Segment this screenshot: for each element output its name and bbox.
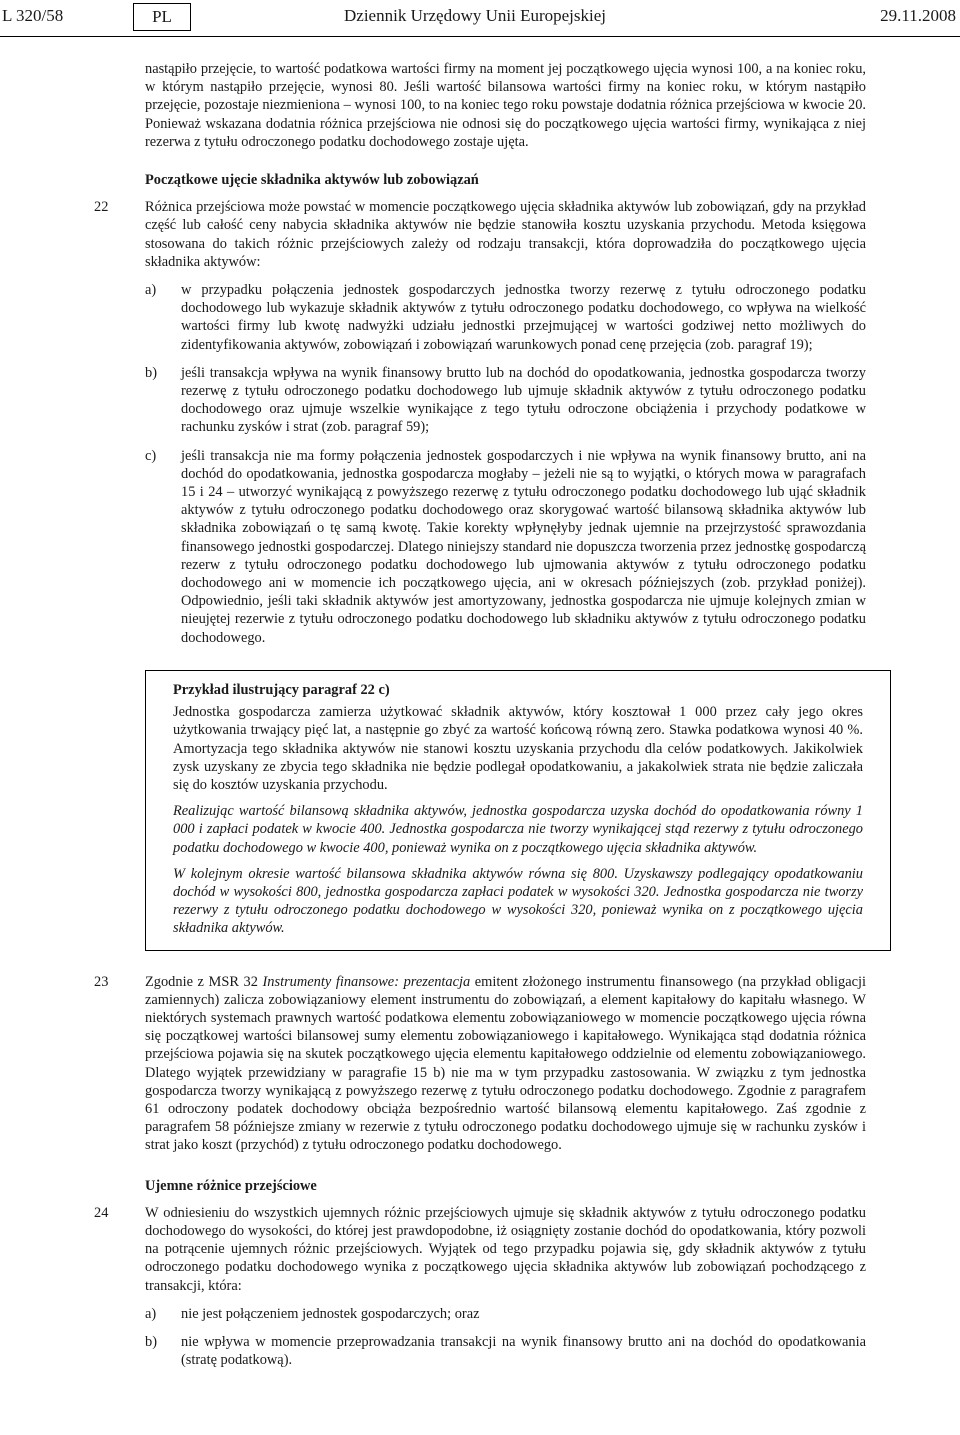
list-item-label: b) [145, 364, 157, 381]
list-item-a [145, 281, 866, 354]
document-body [94, 60, 866, 1369]
publication-date: 29.11.2008 [880, 6, 956, 25]
paragraph-text-start: Zgodnie z MSR 32 [145, 973, 263, 990]
list-item-text: nie jest połączeniem jednostek gospodarczych; oraz [181, 1305, 480, 1322]
list-item-text: w przypadku połączenia jednostek gospodarczych jednostka tworzy rezerwę z tytułu odroczonego podatku dochodowego lub wykazuje składnik aktywów z tytułu odroczonego podatku dochodowego, co wpływa na wielkość wartości firmy lub kwotę nadwyżki udziału jednostki przejmującej w wartości godziwej netto możliwych do zidentyfikowania aktywów, zobowiązań i zobowiązań warunkowych ponad cenę przejęcia (zob. paragraf 19); [181, 282, 866, 353]
paragraph-text: Różnica przejściowa może powstać w momencie początkowego ujęcia składnika aktywów lub zobowiązań, gdy na przykład część lub całość ceny nabycia składnika aktywów nie będzie stanowiła kosztu uzyskania przychodu. Metoda księgowa stosowana do takich różnic przejściowych zależy od rodzaju transakcji, która doprowadziła do początkowego ujęcia składnika aktywów: [145, 199, 866, 270]
paragraph-text: W odniesieniu do wszystkich ujemnych różnic przejściowych ujmuje się składnik aktywów z tytułu odroczonego podatku dochodowego do wysokości, do której jest prawdopodobne, iż osiągnięty zostanie dochód do opodatkowania, który pozwoli na potrącenie ujemnych różnic przejściowych. Wyjątek od tego przypadku pojawia się, gdy składnik aktywów z tytułu odroczonego podatku dochodowego wynika z początkowego ujęcia składnika aktywów lub zobowiązań pochodzącego z transakcji, która: [145, 1204, 866, 1294]
list-item-b [145, 364, 866, 437]
page-reference: L 320/58 [2, 6, 64, 25]
section-heading-deductible-differences: Ujemne różnice przejściowe [145, 1177, 317, 1194]
paragraph-23 [94, 973, 866, 1155]
standard-title-italic: Instrumenty finansowe: prezentacja [262, 973, 471, 990]
paragraph-text [145, 973, 866, 1155]
example-paragraph: Jednostka gospodarcza zamierza użytkować składnik aktywów, który kosztował 1 000 przez cały jego okres użytkowania trwający pięć lat, a następnie go zbyć za wartość końcową równą zero. Stawka podatkowa wynosi 40 %. Amortyzacja tego składnika aktywów nie stanowi kosztu uzyskania przychodu dla celów podatkowych. Jakikolwiek zysk uzyskany ze zbycia tego składnika nie będzie podlegał opodatkowaniu, a jakakolwiek strata nie będzie zaliczała się do kosztów uzyskania przychodu. [173, 704, 863, 793]
list-item-label: a) [145, 1305, 157, 1322]
paragraph-22 [94, 198, 866, 271]
list-item-c [145, 447, 866, 647]
list-item-label: b) [145, 1333, 157, 1350]
list-item-text: jeśli transakcja wpływa na wynik finansowy brutto lub na dochód do opodatkowania, jednostka gospodarcza tworzy rezerwę z tytułu odroczonego podatku dochodowego lub ujmuje składnik aktywów z tytułu odroczonego podatku dochodowego oraz ujmuje wszelkie wynikające z tego tytułu odroczone obciążenia i przychody podatkowe w rachunku zysków i strat (zob. paragraf 59); [181, 364, 866, 436]
list-item-label: c) [145, 447, 157, 464]
example-title: Przykład ilustrujący paragraf 22 c) [173, 681, 390, 698]
journal-title: Dziennik Urzędowy Unii Europejskiej [344, 6, 607, 25]
paragraph-number: 24 [94, 1204, 109, 1221]
list-item-label: a) [145, 282, 157, 299]
language-code-box: PL [133, 3, 191, 31]
paragraph-number: 23 [94, 973, 109, 990]
page-header [0, 0, 960, 37]
list-item-text: jeśli transakcja nie ma formy połączenia jednostek gospodarczych i nie wpływa na wynik finansowy brutto, ani na dochód do opodatkowania, jednostka gospodarcza mogłaby – jeżeli nie są to wyjątki, o których mowa w paragrafach 15 i 24 – utworzyć wynikającą z powyższego rezerwę z tytułu odroczonego podatku dochodowego lub ująć składnik aktywów z tytułu odroczonego podatku dochodowego oraz skorygować wartość bilansową składnika aktywów lub składnika zobowiązań o tę samą kwotę. Takie korekty wpłynęłyby jednak ujemnie na przejrzystość sprawozdania finansowego jednostki gospodarczej. Dlatego niniejszy standard nie dopuszcza tworzenia przez jednostkę gospodarczą rezerw z tytułu odroczonego podatku dochodowego lub ujmowania aktywów z tytułu odroczonego podatku dochodowego ani w momencie ich początkowego ujęcia, ani w okresach późniejszych (zob. przykład poniżej). Odpowiednio, jeśli taki składnik aktywów jest amortyzowany, jednostka gospodarcza nie ujmuje kolejnych zmian w nieujętej rezerwie z tytułu odroczonego podatku dochodowego lub składniku aktywów z tytułu odroczonego podatku dochodowego. [181, 447, 866, 646]
example-paragraph-italic: Realizując wartość bilansową składnika aktywów, jednostka gospodarcza uzyska dochód do opodatkowania równy 1 000 i zapłaci podatek w kwocie 400. Jednostka gospodarcza nie tworzy wynikającej stąd rezerwy z tytułu odroczonego podatku dochodowego w kwocie 400, ponieważ wynika on z początkowego ujęcia składnika aktywów. [173, 803, 863, 856]
example-box [145, 670, 891, 951]
list-item-a [145, 1305, 866, 1323]
list-item-text: nie wpływa w momencie przeprowadzania transakcji na wynik finansowy brutto ani na dochód do opodatkowania (stratę podatkową). [181, 1333, 866, 1369]
intro-paragraph: nastąpiło przejęcie, to wartość podatkowa wartości firmy na moment jej początkowego ujęcia wynosi 100, a na koniec roku, w którym nastąpiło przejęcie, wynosi 80. Jeśli wartość bilansowa wartości firmy na koniec roku, w którym nastąpiło przejęcie, pozostaje niezmieniona – wynosi 100, to na koniec tego roku powstaje dodatnia różnica przejściowa w kwocie 20. Ponieważ wskazana dodatnia różnica przejściowa nie odnosi się do początkowego ujęcia wartości firmy, wynikająca z niej rezerwa z tytułu odroczonego podatku dochodowego zostaje ujęta. [145, 61, 866, 150]
paragraph-text-rest: emitent złożonego instrumentu finansowego (na przykład obligacji zamiennych) zalicza zobowiązaniowy element instrumentu do zobowiązań, a element kapitałowy do kapitału własnego. W niektórych systemach prawnych wartość podatkowa elementu zobowiązaniowego w momencie początkowego ujęcia równa się początkowej wartości bilansowej sumy elementu zobowiązaniowego i kapitałowego. Wynikająca stąd dodatnia różnica przejściowa pojawia się na skutek początkowego ujęcia elementu kapitałowego oddzielnie od elementu zobowiązaniowego. Dlatego wyjątek przewidziany w paragrafie 15 b) nie ma w tym przypadku zastosowania. W związku z tym jednostka gospodarcza tworzy wynikającą z powyższego rezerwę z tytułu odroczonego podatku dochodowego. Zgodnie z paragrafem 61 odroczony podatek dochodowy obciąża bezpośrednio wartość bilansową elementu kapitałowego. Zaś zgodnie z paragrafem 58 późniejsze zmiany w rezerwie z tytułu odroczonego podatku dochodowego ujmuje się w rachunku zysków i strat jako koszt (przychód) z tytułu odroczonego podatku dochodowego. [145, 973, 866, 1154]
example-paragraph-italic: W kolejnym okresie wartość bilansowa składnika aktywów równa się 800. Uzyskawszy podlegający opodatkowaniu dochód w wysokości 800, jednostka gospodarcza zapłaci podatek w wysokości 320. Jednostka gospodarcza nie tworzy rezerwy z tytułu odroczonego podatku dochodowego w wysokości 320, ponieważ wynika on z początkowego ujęcia składnika aktywów. [173, 865, 863, 937]
paragraph-24 [94, 1204, 866, 1295]
list-item-b [145, 1333, 866, 1369]
section-heading-initial-recognition: Początkowe ujęcie składnika aktywów lub zobowiązań [145, 172, 479, 189]
paragraph-number: 22 [94, 199, 109, 216]
